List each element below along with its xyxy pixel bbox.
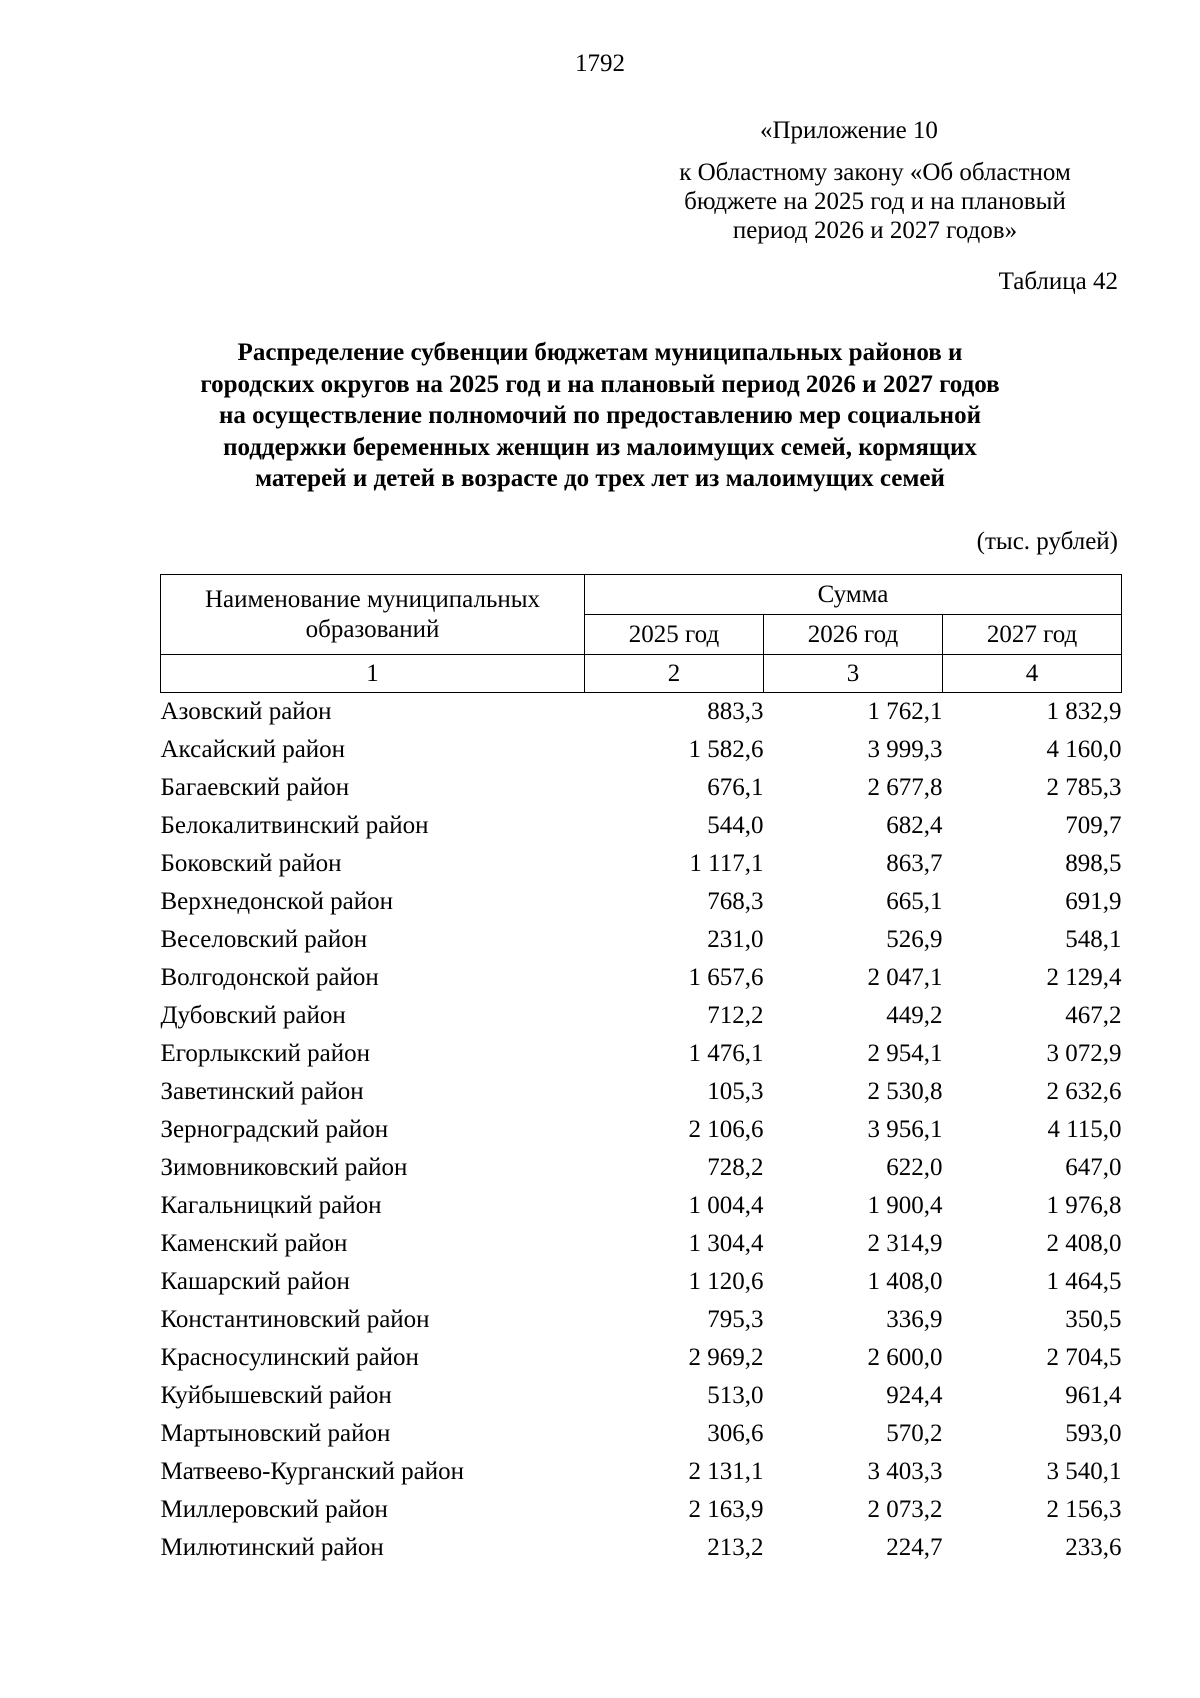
amount-2026-cell: 924,4 bbox=[886, 1382, 943, 1409]
table-row bbox=[161, 1225, 1122, 1263]
amount-2025-cell: 712,2 bbox=[707, 1002, 764, 1029]
header-column-number: 2 bbox=[585, 655, 764, 693]
subvention-table bbox=[160, 574, 1122, 1567]
amount-2026-cell: 665,1 bbox=[886, 888, 943, 915]
amount-2027-cell: 2 785,3 bbox=[1046, 774, 1122, 801]
municipality-name-cell: Мартыновский район bbox=[160, 1420, 391, 1447]
municipality-name-cell: Милютинский район bbox=[160, 1534, 384, 1561]
table-row bbox=[161, 1339, 1122, 1377]
table-row bbox=[161, 1149, 1122, 1187]
amount-2027-cell: 593,0 bbox=[1065, 1420, 1122, 1447]
table-row bbox=[161, 883, 1122, 921]
municipality-name-cell: Дубовский район bbox=[160, 1002, 346, 1029]
amount-2026-cell: 2 677,8 bbox=[867, 774, 943, 801]
amount-2026-cell: 622,0 bbox=[886, 1154, 943, 1181]
amount-2026-cell: 224,7 bbox=[886, 1534, 943, 1561]
municipality-name-cell: Зимовниковский район bbox=[160, 1154, 408, 1181]
table-row bbox=[161, 1263, 1122, 1301]
document-title-line: городских округов на 2025 год и на плановый период 2026 и 2027 годов bbox=[200, 370, 1000, 398]
municipality-name-cell: Кашарский район bbox=[160, 1268, 350, 1295]
amount-2026-cell: 2 600,0 bbox=[867, 1344, 943, 1371]
header-year-2026: 2026 год bbox=[764, 615, 943, 655]
amount-2027-cell: 3 072,9 bbox=[1046, 1040, 1122, 1067]
municipality-name-cell: Боковский район bbox=[160, 850, 342, 877]
amount-2027-cell: 1 832,9 bbox=[1046, 698, 1122, 725]
document-title bbox=[150, 337, 1050, 495]
municipality-name-cell: Белокалитвинский район bbox=[160, 812, 429, 839]
amount-2026-cell: 682,4 bbox=[886, 812, 943, 839]
municipality-name-cell: Миллеровский район bbox=[160, 1496, 388, 1523]
amount-2027-cell: 961,4 bbox=[1065, 1382, 1122, 1409]
amount-2026-cell: 570,2 bbox=[886, 1420, 943, 1447]
amount-2025-cell: 306,6 bbox=[707, 1420, 764, 1447]
amount-2027-cell: 2 156,3 bbox=[1046, 1496, 1122, 1523]
table-row bbox=[161, 769, 1122, 807]
municipality-name-cell: Матвеево-Курганский район bbox=[160, 1458, 465, 1485]
amount-2025-cell: 1 657,6 bbox=[688, 964, 764, 991]
amount-2025-cell: 1 004,4 bbox=[688, 1192, 764, 1219]
amount-2027-cell: 2 408,0 bbox=[1046, 1230, 1122, 1257]
amount-2027-cell: 1 976,8 bbox=[1046, 1192, 1122, 1219]
amount-2026-cell: 2 530,8 bbox=[867, 1078, 943, 1105]
municipality-name-cell: Куйбышевский район bbox=[160, 1382, 392, 1409]
document-title-line: Распределение субвенции бюджетам муниципальных районов и bbox=[237, 339, 963, 366]
table-row bbox=[161, 1415, 1122, 1453]
table-row bbox=[161, 845, 1122, 883]
amount-2025-cell: 1 582,6 bbox=[688, 736, 764, 763]
table-row bbox=[161, 1187, 1122, 1225]
amount-2025-cell: 1 117,1 bbox=[689, 850, 764, 877]
municipality-name-cell: Константиновский район bbox=[160, 1306, 430, 1333]
amount-2025-cell: 2 163,9 bbox=[688, 1496, 764, 1523]
amount-2026-cell: 863,7 bbox=[886, 850, 943, 877]
amount-2025-cell: 513,0 bbox=[707, 1382, 764, 1409]
table-row bbox=[161, 997, 1122, 1035]
appendix-reference-line: период 2026 и 2027 годов» bbox=[732, 217, 1018, 244]
amount-2027-cell: 233,6 bbox=[1065, 1534, 1122, 1561]
amount-2025-cell: 213,2 bbox=[707, 1534, 764, 1561]
amount-2027-cell: 691,9 bbox=[1065, 888, 1122, 915]
header-sum: Сумма bbox=[585, 575, 1122, 615]
header-municipality-name: Наименование муниципальных образований bbox=[161, 575, 585, 655]
amount-2026-cell: 2 073,2 bbox=[867, 1496, 943, 1523]
amount-2025-cell: 231,0 bbox=[707, 926, 764, 953]
amount-2026-cell: 2 047,1 bbox=[867, 964, 943, 991]
amount-2026-cell: 2 314,9 bbox=[867, 1230, 943, 1257]
amount-2027-cell: 350,5 bbox=[1065, 1306, 1122, 1333]
amount-2025-cell: 105,3 bbox=[707, 1078, 764, 1105]
amount-2027-cell: 2 632,6 bbox=[1046, 1078, 1122, 1105]
municipality-name-cell: Егорлыкский район bbox=[160, 1040, 370, 1067]
municipality-name-cell: Красносулинский район bbox=[160, 1344, 419, 1371]
table-row bbox=[161, 1377, 1122, 1415]
amount-2025-cell: 728,2 bbox=[707, 1154, 764, 1181]
amount-2027-cell: 548,1 bbox=[1065, 926, 1122, 953]
amount-2027-cell: 1 464,5 bbox=[1046, 1268, 1122, 1295]
document-title-line: поддержки беременных женщин из малоимущих семей, кормящих bbox=[223, 433, 977, 461]
amount-2027-cell: 709,7 bbox=[1065, 812, 1122, 839]
units-label: (тыс. рублей) bbox=[976, 528, 1118, 555]
header-year-2027: 2027 год bbox=[943, 615, 1122, 655]
amount-2025-cell: 795,3 bbox=[707, 1306, 764, 1333]
appendix-reference bbox=[620, 158, 1130, 245]
amount-2025-cell: 2 106,6 bbox=[688, 1116, 764, 1143]
amount-2026-cell: 3 999,3 bbox=[867, 736, 943, 763]
table-row bbox=[161, 1111, 1122, 1149]
amount-2027-cell: 3 540,1 bbox=[1046, 1458, 1122, 1485]
amount-2025-cell: 676,1 bbox=[707, 774, 764, 801]
amount-2027-cell: 467,2 bbox=[1065, 1002, 1122, 1029]
table-body bbox=[161, 693, 1122, 1568]
amount-2025-cell: 544,0 bbox=[707, 812, 764, 839]
amount-2026-cell: 336,9 bbox=[886, 1306, 943, 1333]
municipality-name-cell: Аксайский район bbox=[160, 736, 346, 763]
municipality-name-cell: Волгодонской район bbox=[160, 964, 379, 991]
amount-2027-cell: 4 115,0 bbox=[1047, 1116, 1122, 1143]
municipality-name-cell: Верхнедонской район bbox=[160, 888, 393, 915]
amount-2026-cell: 1 762,1 bbox=[867, 698, 943, 725]
amount-2026-cell: 2 954,1 bbox=[867, 1040, 943, 1067]
table-row bbox=[161, 1491, 1122, 1529]
amount-2026-cell: 526,9 bbox=[886, 926, 943, 953]
amount-2025-cell: 768,3 bbox=[707, 888, 764, 915]
amount-2025-cell: 1 304,4 bbox=[688, 1230, 764, 1257]
municipality-name-cell: Азовский район bbox=[160, 698, 332, 725]
appendix-reference-line: бюджете на 2025 год и на плановый bbox=[684, 188, 1066, 215]
amount-2026-cell: 1 408,0 bbox=[867, 1268, 943, 1295]
table-row bbox=[161, 807, 1122, 845]
amount-2026-cell: 3 956,1 bbox=[867, 1116, 943, 1143]
municipality-name-cell: Веселовский район bbox=[160, 926, 368, 953]
document-title-line: матерей и детей в возрасте до трех лет из малоимущих семей bbox=[255, 465, 945, 492]
table-row bbox=[161, 959, 1122, 997]
header-column-number: 3 bbox=[764, 655, 943, 693]
municipality-name-cell: Кагальницкий район bbox=[160, 1192, 382, 1219]
table-row bbox=[161, 731, 1122, 769]
header-column-number: 1 bbox=[161, 655, 585, 693]
table-row bbox=[161, 1073, 1122, 1111]
amount-2026-cell: 3 403,3 bbox=[867, 1458, 943, 1485]
amount-2026-cell: 1 900,4 bbox=[867, 1192, 943, 1219]
municipality-name-cell: Зерноградский район bbox=[160, 1116, 389, 1143]
municipality-name-cell: Багаевский район bbox=[160, 774, 350, 801]
amount-2027-cell: 2 129,4 bbox=[1046, 964, 1122, 991]
table-row bbox=[161, 1035, 1122, 1073]
amount-2025-cell: 2 131,1 bbox=[688, 1458, 764, 1485]
table-row bbox=[161, 921, 1122, 959]
table-row bbox=[161, 693, 1122, 732]
amount-2027-cell: 647,0 bbox=[1065, 1154, 1122, 1181]
amount-2025-cell: 2 969,2 bbox=[688, 1344, 764, 1371]
header-year-2025: 2025 год bbox=[585, 615, 764, 655]
table-row bbox=[161, 1453, 1122, 1491]
municipality-name-cell: Каменский район bbox=[160, 1230, 348, 1257]
amount-2027-cell: 4 160,0 bbox=[1046, 736, 1122, 763]
amount-2025-cell: 1 476,1 bbox=[688, 1040, 764, 1067]
document-title-line: на осуществление полномочий по предоставлению мер социальной bbox=[219, 402, 981, 429]
amount-2025-cell: 883,3 bbox=[707, 698, 764, 725]
table-number: Таблица 42 bbox=[998, 268, 1118, 295]
appendix-reference-line: к Областному закону «Об областном bbox=[679, 159, 1071, 186]
page-number: 1792 bbox=[575, 50, 625, 77]
amount-2025-cell: 1 120,6 bbox=[688, 1268, 764, 1295]
header-column-number: 4 bbox=[943, 655, 1122, 693]
table-row bbox=[161, 1529, 1122, 1567]
municipality-name-cell: Заветинский район bbox=[160, 1078, 364, 1105]
amount-2027-cell: 2 704,5 bbox=[1046, 1344, 1122, 1371]
amount-2026-cell: 449,2 bbox=[886, 1002, 943, 1029]
amount-2027-cell: 898,5 bbox=[1065, 850, 1122, 877]
appendix-title: «Приложение 10 bbox=[760, 117, 938, 144]
table-row bbox=[161, 1301, 1122, 1339]
